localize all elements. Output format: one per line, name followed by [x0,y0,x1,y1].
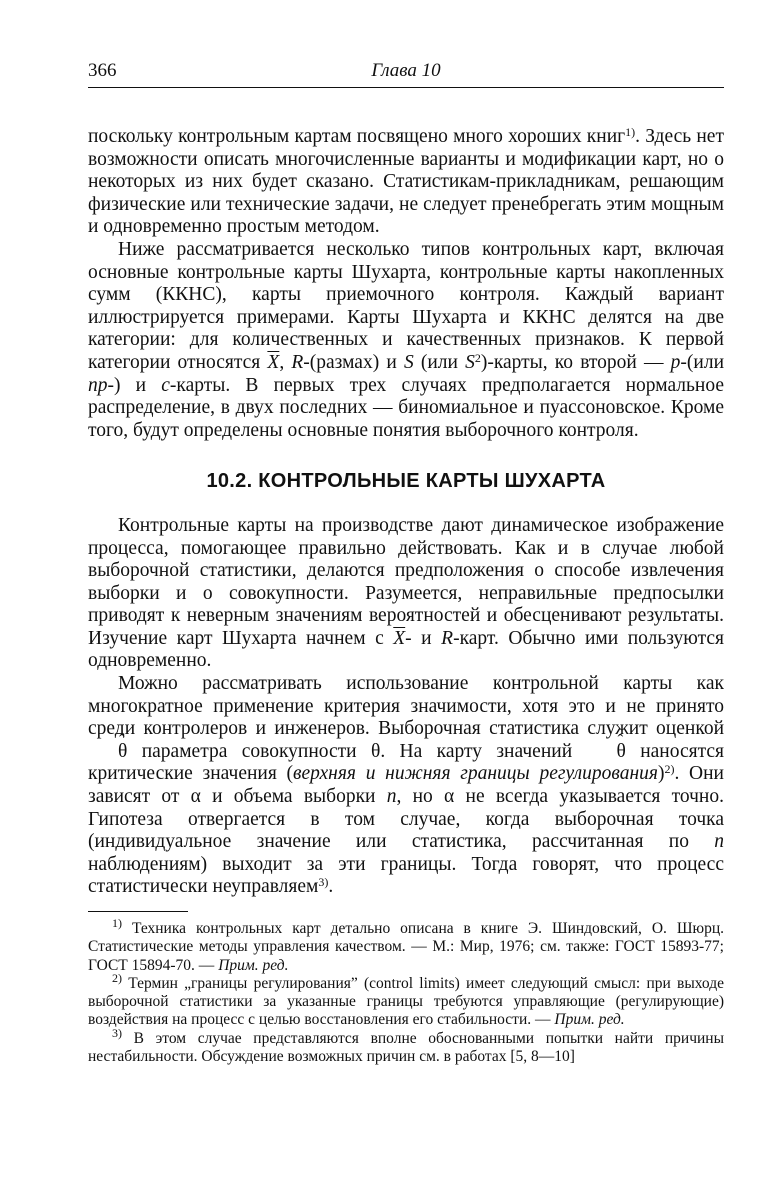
theta-hat-symbol: ˆ θ [587,741,626,764]
superscript: 2 [474,350,481,365]
editor-note: Прим. ред. [218,956,289,974]
footnote-divider [88,911,188,912]
paragraph-2 [88,239,724,442]
text: Ниже рассматривается несколько типов контрольных карт, включая основные контрольные карты Шухарта, контрольные карты накопленных сумм (ККНС), карты приемочного контроля. Каждый вариант иллюстрируется примерами. Карты Шухарта и ККНС делятся на две категории: для количественных и качественных признаков. К первой категории относятся [88,238,724,373]
text: -карт. Обычно ими пользуются одновременно. [88,627,724,672]
text: -(или [680,351,725,373]
paragraph-1 [88,126,724,239]
r-symbol: R [441,627,454,649]
text: , [279,351,292,373]
paragraph-3 [88,515,724,673]
footnote-1 [88,916,724,975]
footnote-text: Термин „границы регулирования” (control limits) имеет следующий смысл: при выходе выборочной статистики за указанные границы требуются управляющие (регулирующие) воздействия на процесс с целью восстановления его стабильности. — [88,974,724,1029]
footnote-mark: 3) [112,1025,122,1040]
footnote-text: В этом случае представляются вполне обоснованными попытки найти причины нестабильности. Обсуждение возможных причин см. в работах [5, 8—10] [88,1029,724,1066]
text: . [328,876,334,898]
text: (или [413,351,466,373]
editor-note: Прим. ред. [554,1011,625,1029]
body-text [88,126,724,899]
text: поскольку контрольным картам посвящено много хороших книг [88,126,626,147]
footnote-ref-2: 2) [664,762,675,777]
section-heading: 10.2. КОНТРОЛЬНЫЕ КАРТЫ ШУХАРТА [206,470,606,493]
page-number: 366 [88,60,117,81]
c-symbol: c [161,374,170,396]
text: параметра совокупности θ. На карту значений [127,740,587,762]
text: ) [657,763,665,785]
italic-term: верхняя и нижняя границы регулирования [293,763,658,785]
text: . Здесь нет возможности описать многочисленные варианты и модификации карт, но о некоторых из них будет сказано. Статистикам-прикладникам, решающим физические или технические задачи, не следует пренебрегать этим мощным и одновременно простым методом. [88,126,724,238]
footnote-3 [88,1025,724,1067]
np-symbol: np [88,374,108,396]
paragraph-4 [88,673,724,899]
footnotes [88,916,724,1066]
text: , но α не всегда указывается точно. Гипотеза отвергается в том случае, когда выборочная точка (индивидуальное значение или статистика, рассчитанная по [88,786,724,853]
x-bar-symbol: $\overline{X}$ [267,351,280,373]
text: -карты. В первых трех случаях предполагается нормальное распределение, в двух последних — биномиальное и пуассоновское. Кроме того, будут определены основные понятия выборочного контроля. [88,374,724,441]
s-squared-symbol: S [465,351,475,373]
text: -) и [107,374,162,396]
theta-hat-symbol: ˆ θ [88,741,127,764]
n-symbol: n [386,786,397,808]
footnote-2 [88,970,724,1030]
p-symbol: p [670,351,681,373]
text: наблюдениям) выходит за эти границы. Тогда говорят, что процесс статистически неуправляем [88,853,724,898]
text: -(размах) и [303,351,404,373]
footnote-ref-1: 1) [625,125,636,139]
footnote-ref-3: 3) [318,875,329,890]
running-head [88,60,724,88]
text: )-карты, ко второй — [480,351,671,373]
s-symbol: S [403,351,414,373]
text: Можно рассматривать использование контрольной карты как многократное применение критерия значимости, хотя это и не принято среди контролеров и инженеров. Выборочная статистика служит оценкой [88,673,724,740]
chapter-title: Глава 10 [371,60,441,81]
footnote-mark: 1) [112,916,122,930]
text: - и [405,627,442,649]
text: Контрольные карты на производстве дают динамическое изображение процесса, помогающее правильно действовать. Как и в случае любой выборочной статистики, делаются предположения о способе извлечения выборки и о совокупности. Разумеется, неправильные предпосылки приводят к неверным значениям вероятностей и обесценивают результаты. Изучение карт Шухарта начнем с [88,514,724,649]
footnote-mark: 2) [112,970,122,985]
r-symbol: R [291,351,304,373]
text: наносятся критические значения ( [88,740,724,785]
text: . Они зависят от α и объема выборки [88,763,724,808]
n-symbol: n [714,831,724,853]
book-page [88,60,724,1066]
x-bar-symbol: $\overline{X}$ [393,627,406,649]
footnote-text: Техника контрольных карт детально описана в книге Э. Шиндовский, О. Шюрц. Статистические методы управления качеством. — М.: Мир, 1976; см. также: ГОСТ 15893-77; ГОСТ 15894-70. — [88,920,724,974]
